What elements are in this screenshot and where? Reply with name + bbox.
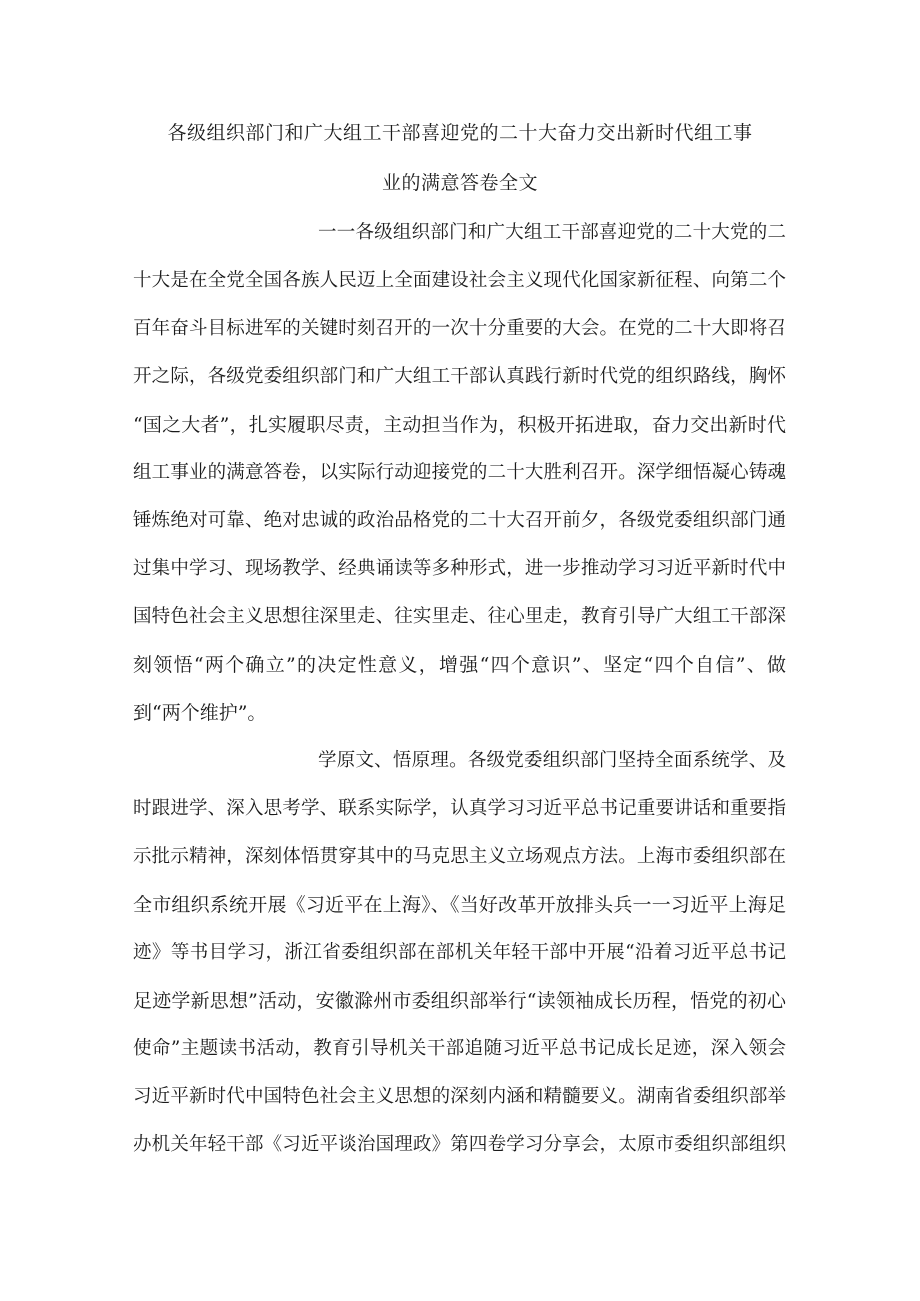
paragraph-2-line: 时跟进学、深入思考学、联系实际学，认真学习习近平总书记重要讲话和重要指 bbox=[133, 798, 786, 819]
document-title-line-2: 业的满意答卷全文 bbox=[381, 172, 538, 194]
paragraph-1-line: 到“两个维护”。 bbox=[133, 702, 267, 724]
paragraph-2-line: 办机关年轻干部《习近平谈治国理政》第四卷学习分享会，太原市委组织部组织 bbox=[133, 1134, 786, 1155]
paragraph-2-line: 示批示精神，深刻体悟贯穿其中的马克思主义立场观点方法。上海市委组织部在 bbox=[133, 846, 786, 867]
paragraph-1-line: 过集中学习、现场教学、经典诵读等多种形式，进一步推动学习习近平新时代中 bbox=[133, 558, 786, 579]
paragraph-1-line: 锤炼绝对可靠、绝对忠诚的政治品格党的二十大召开前夕，各级党委组织部门通 bbox=[133, 510, 786, 531]
paragraph-1-line: “国之大者”，扎实履职尽责，主动担当作为，积极开拓进取，奋力交出新时代 bbox=[133, 414, 786, 436]
paragraph-2-line: 迹》等书目学习，浙江省委组织部在部机关年轻干部中开展“沿着习近平总书记 bbox=[133, 942, 786, 963]
paragraph-1-line: 开之际，各级党委组织部门和广大组工干部认真践行新时代党的组织路线，胸怀 bbox=[133, 366, 786, 387]
paragraph-2-line: 习近平新时代中国特色社会主义思想的深刻内涵和精髓要义。湖南省委组织部举 bbox=[133, 1086, 786, 1107]
paragraph-1-line: 百年奋斗目标进军的关键时刻召开的一次十分重要的大会。在党的二十大即将召 bbox=[133, 318, 786, 339]
paragraph-1-line: 刻领悟“两个确立”的决定性意义，增强“四个意识”、坚定“四个自信”、做 bbox=[133, 654, 786, 676]
paragraph-2-line: 学原文、悟原理。各级党委组织部门坚持全面系统学、及 bbox=[318, 750, 786, 771]
paragraph-2-line: 足迹学新思想”活动，安徽滁州市委组织部举行“读领袖成长历程，悟党的初心 bbox=[133, 990, 786, 1012]
paragraph-1-line: 十大是在全党全国各族人民迈上全面建设社会主义现代化国家新征程、向第二个 bbox=[133, 270, 786, 291]
paragraph-1-line: 一一各级组织部门和广大组工干部喜迎党的二十大党的二 bbox=[318, 222, 786, 243]
document-title-line-1: 各级组织部门和广大组工干部喜迎党的二十大奋力交出新时代组工事 bbox=[167, 122, 753, 144]
paragraph-2-line: 使命”主题读书活动，教育引导机关干部追随习近平总书记成长足迹，深入领会 bbox=[133, 1038, 786, 1059]
paragraph-2-line: 全市组织系统开展《习近平在上海》、《当好改革开放排头兵一一习近平上海足 bbox=[133, 894, 786, 916]
paragraph-1-line: 国特色社会主义思想往深里走、往实里走、往心里走，教育引导广大组工干部深 bbox=[133, 606, 786, 627]
paragraph-1-line: 组工事业的满意答卷，以实际行动迎接党的二十大胜利召开。深学细悟凝心铸魂 bbox=[133, 462, 786, 483]
